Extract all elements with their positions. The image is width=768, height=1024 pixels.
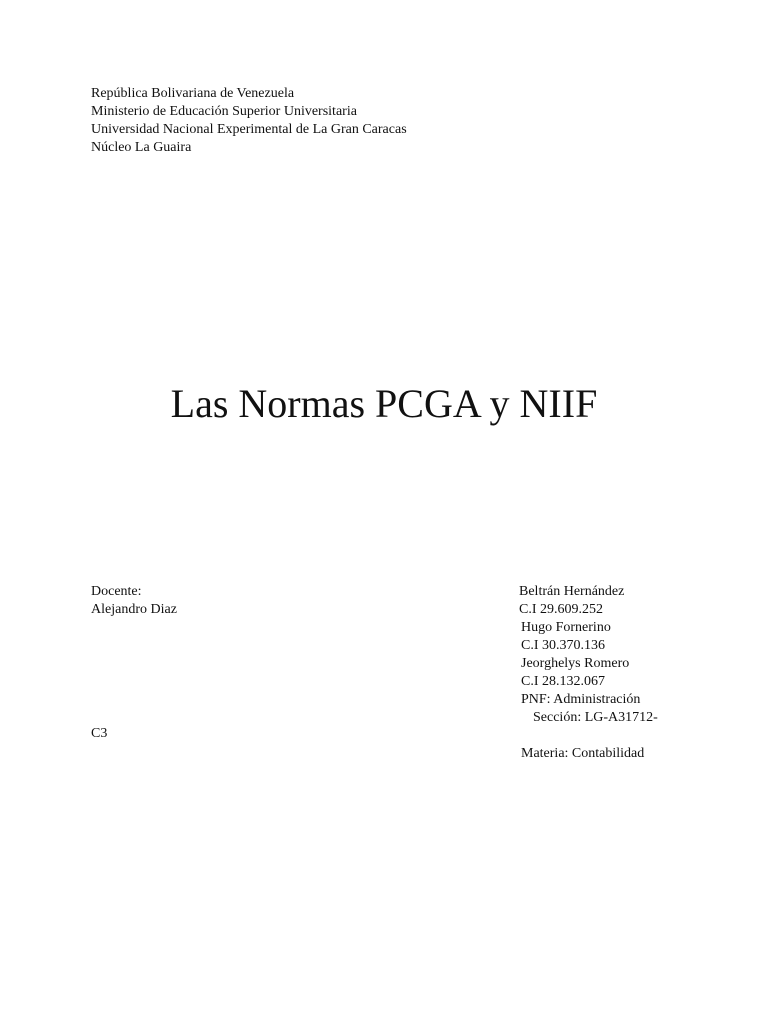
student-name: Beltrán Hernández bbox=[519, 584, 625, 599]
header-line-country: República Bolivariana de Venezuela bbox=[91, 86, 295, 101]
line-spacer bbox=[519, 727, 658, 745]
teacher-label: Docente: bbox=[91, 584, 142, 599]
section-suffix: C3 bbox=[91, 726, 108, 741]
header-line-university: Universidad Nacional Experimental de La Gran Caracas bbox=[91, 122, 407, 137]
students-block bbox=[519, 583, 658, 763]
subject-label: Materia: Contabilidad bbox=[521, 746, 645, 761]
student-ci: C.I 30.370.136 bbox=[521, 638, 605, 653]
program-label: PNF: Administración bbox=[521, 692, 641, 707]
student-ci: C.I 29.609.252 bbox=[519, 602, 603, 617]
document-title: Las Normas PCGA y NIIF bbox=[170, 381, 598, 426]
student-name: Jeorghelys Romero bbox=[521, 656, 630, 671]
institution-header bbox=[91, 85, 407, 157]
student-name: Hugo Fornerino bbox=[521, 620, 611, 635]
header-line-ministry: Ministerio de Educación Superior Universitaria bbox=[91, 104, 357, 119]
teacher-block bbox=[91, 583, 177, 619]
teacher-name: Alejandro Diaz bbox=[91, 602, 177, 617]
section-label: Sección: LG-A31712- bbox=[533, 710, 658, 725]
header-line-campus: Núcleo La Guaira bbox=[91, 140, 192, 155]
student-ci: C.I 28.132.067 bbox=[521, 674, 605, 689]
